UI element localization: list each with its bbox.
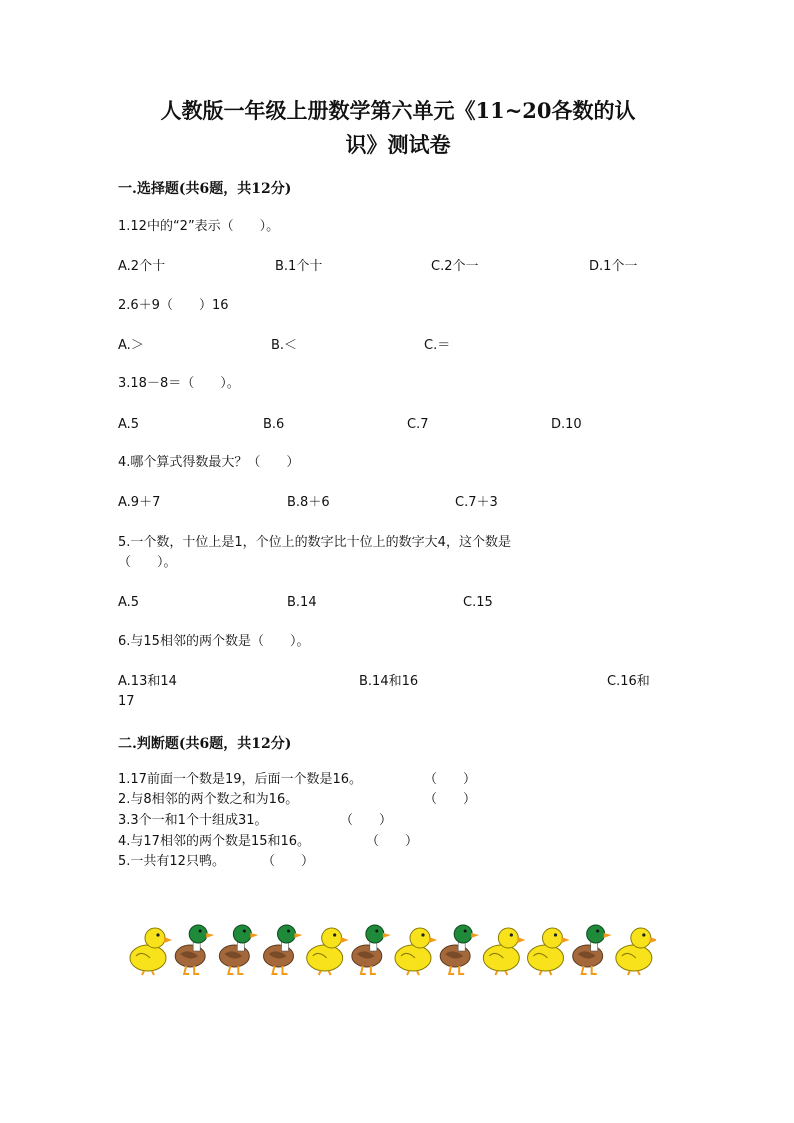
q4-option-a: A.9＋7: [118, 495, 161, 510]
q6-option-b: B.14和16: [359, 674, 419, 689]
q6-option-a: A.13和14: [118, 674, 177, 689]
tf-item-1-answer: （ ）: [424, 772, 477, 787]
mallard-icon: [440, 925, 479, 974]
q2-option-c: C.＝: [424, 338, 451, 353]
q5-option-c: C.15: [463, 595, 493, 610]
mallard-icon: [352, 925, 391, 974]
duck-illustration: [126, 920, 656, 976]
tf-item-2-answer: （ ）: [424, 792, 477, 807]
chick-icon: [130, 928, 172, 975]
tf-item-1-text: 1.17前面一个数是19，后面一个数是16。: [118, 772, 363, 787]
question-4: 4.哪个算式得数最大？（ ）: [118, 455, 300, 470]
q3-option-c: C.7: [407, 417, 429, 432]
q1-option-d: D.1个一: [589, 259, 638, 274]
mallard-icon: [264, 925, 303, 974]
chick-icon: [616, 928, 656, 975]
q3-option-b: B.6: [263, 417, 285, 432]
q1-option-b: B.1个十: [275, 259, 323, 274]
tf-item-3-text: 3.3个一和1个十组成31。: [118, 813, 268, 828]
question-5-continued: （ ）。: [118, 555, 177, 570]
section-heading-true-false: 二.判断题(共6题，共12分): [118, 736, 292, 752]
tf-item-2: [118, 790, 477, 810]
q3-option-a: A.5: [118, 417, 140, 432]
q1-option-c: C.2个一: [431, 259, 479, 274]
question-1: 1.12中的“2”表示（ ）。: [118, 219, 280, 234]
q6-option-c: C.16和: [607, 674, 650, 689]
tf-item-3-answer: （ ）: [340, 813, 393, 828]
chick-icon: [483, 928, 525, 975]
tf-item-5: [118, 852, 315, 872]
q4-option-b: B.8＋6: [287, 495, 330, 510]
q3-option-d: D.10: [551, 417, 582, 432]
title-line-1: 人教版一年级上册数学第六单元《11~20各数的认: [160, 98, 636, 123]
q4-option-c: C.7＋3: [455, 495, 498, 510]
page-title: [118, 94, 678, 162]
tf-item-5-text: 5.一共有12只鸭。: [118, 854, 225, 869]
tf-item-2-text: 2.与8相邻的两个数之和为16。: [118, 792, 299, 807]
title-line-2: 识》测试卷: [345, 132, 451, 157]
q5-option-a: A.5: [118, 595, 140, 610]
mallard-icon: [219, 925, 258, 974]
question-3: 3.18－8＝（ ）。: [118, 376, 240, 391]
chick-icon: [395, 928, 437, 975]
tf-item-1: [118, 770, 477, 790]
q5-option-b: B.14: [287, 595, 317, 610]
question-2: 2.6＋9（ ）16: [118, 298, 229, 313]
mallard-icon: [175, 925, 214, 974]
tf-item-4-text: 4.与17相邻的两个数是15和16。: [118, 834, 311, 849]
q2-option-a: A.＞: [118, 338, 144, 353]
question-5: 5.一个数，十位上是1，个位上的数字比十位上的数字大4，这个数是: [118, 535, 511, 550]
tf-item-4-answer: （ ）: [366, 834, 419, 849]
section-heading-choice: 一.选择题(共6题，共12分): [118, 181, 292, 197]
tf-item-4: [118, 832, 419, 852]
mallard-icon: [573, 925, 612, 974]
q6-option-c-wrap: 17: [118, 694, 135, 709]
tf-item-5-answer: （ ）: [262, 854, 315, 869]
q2-option-b: B.＜: [271, 338, 298, 353]
tf-item-3: [118, 811, 393, 831]
chick-icon: [307, 928, 349, 975]
question-6: 6.与15相邻的两个数是（ ）。: [118, 634, 310, 649]
chick-icon: [528, 928, 570, 975]
q1-option-a: A.2个十: [118, 259, 166, 274]
